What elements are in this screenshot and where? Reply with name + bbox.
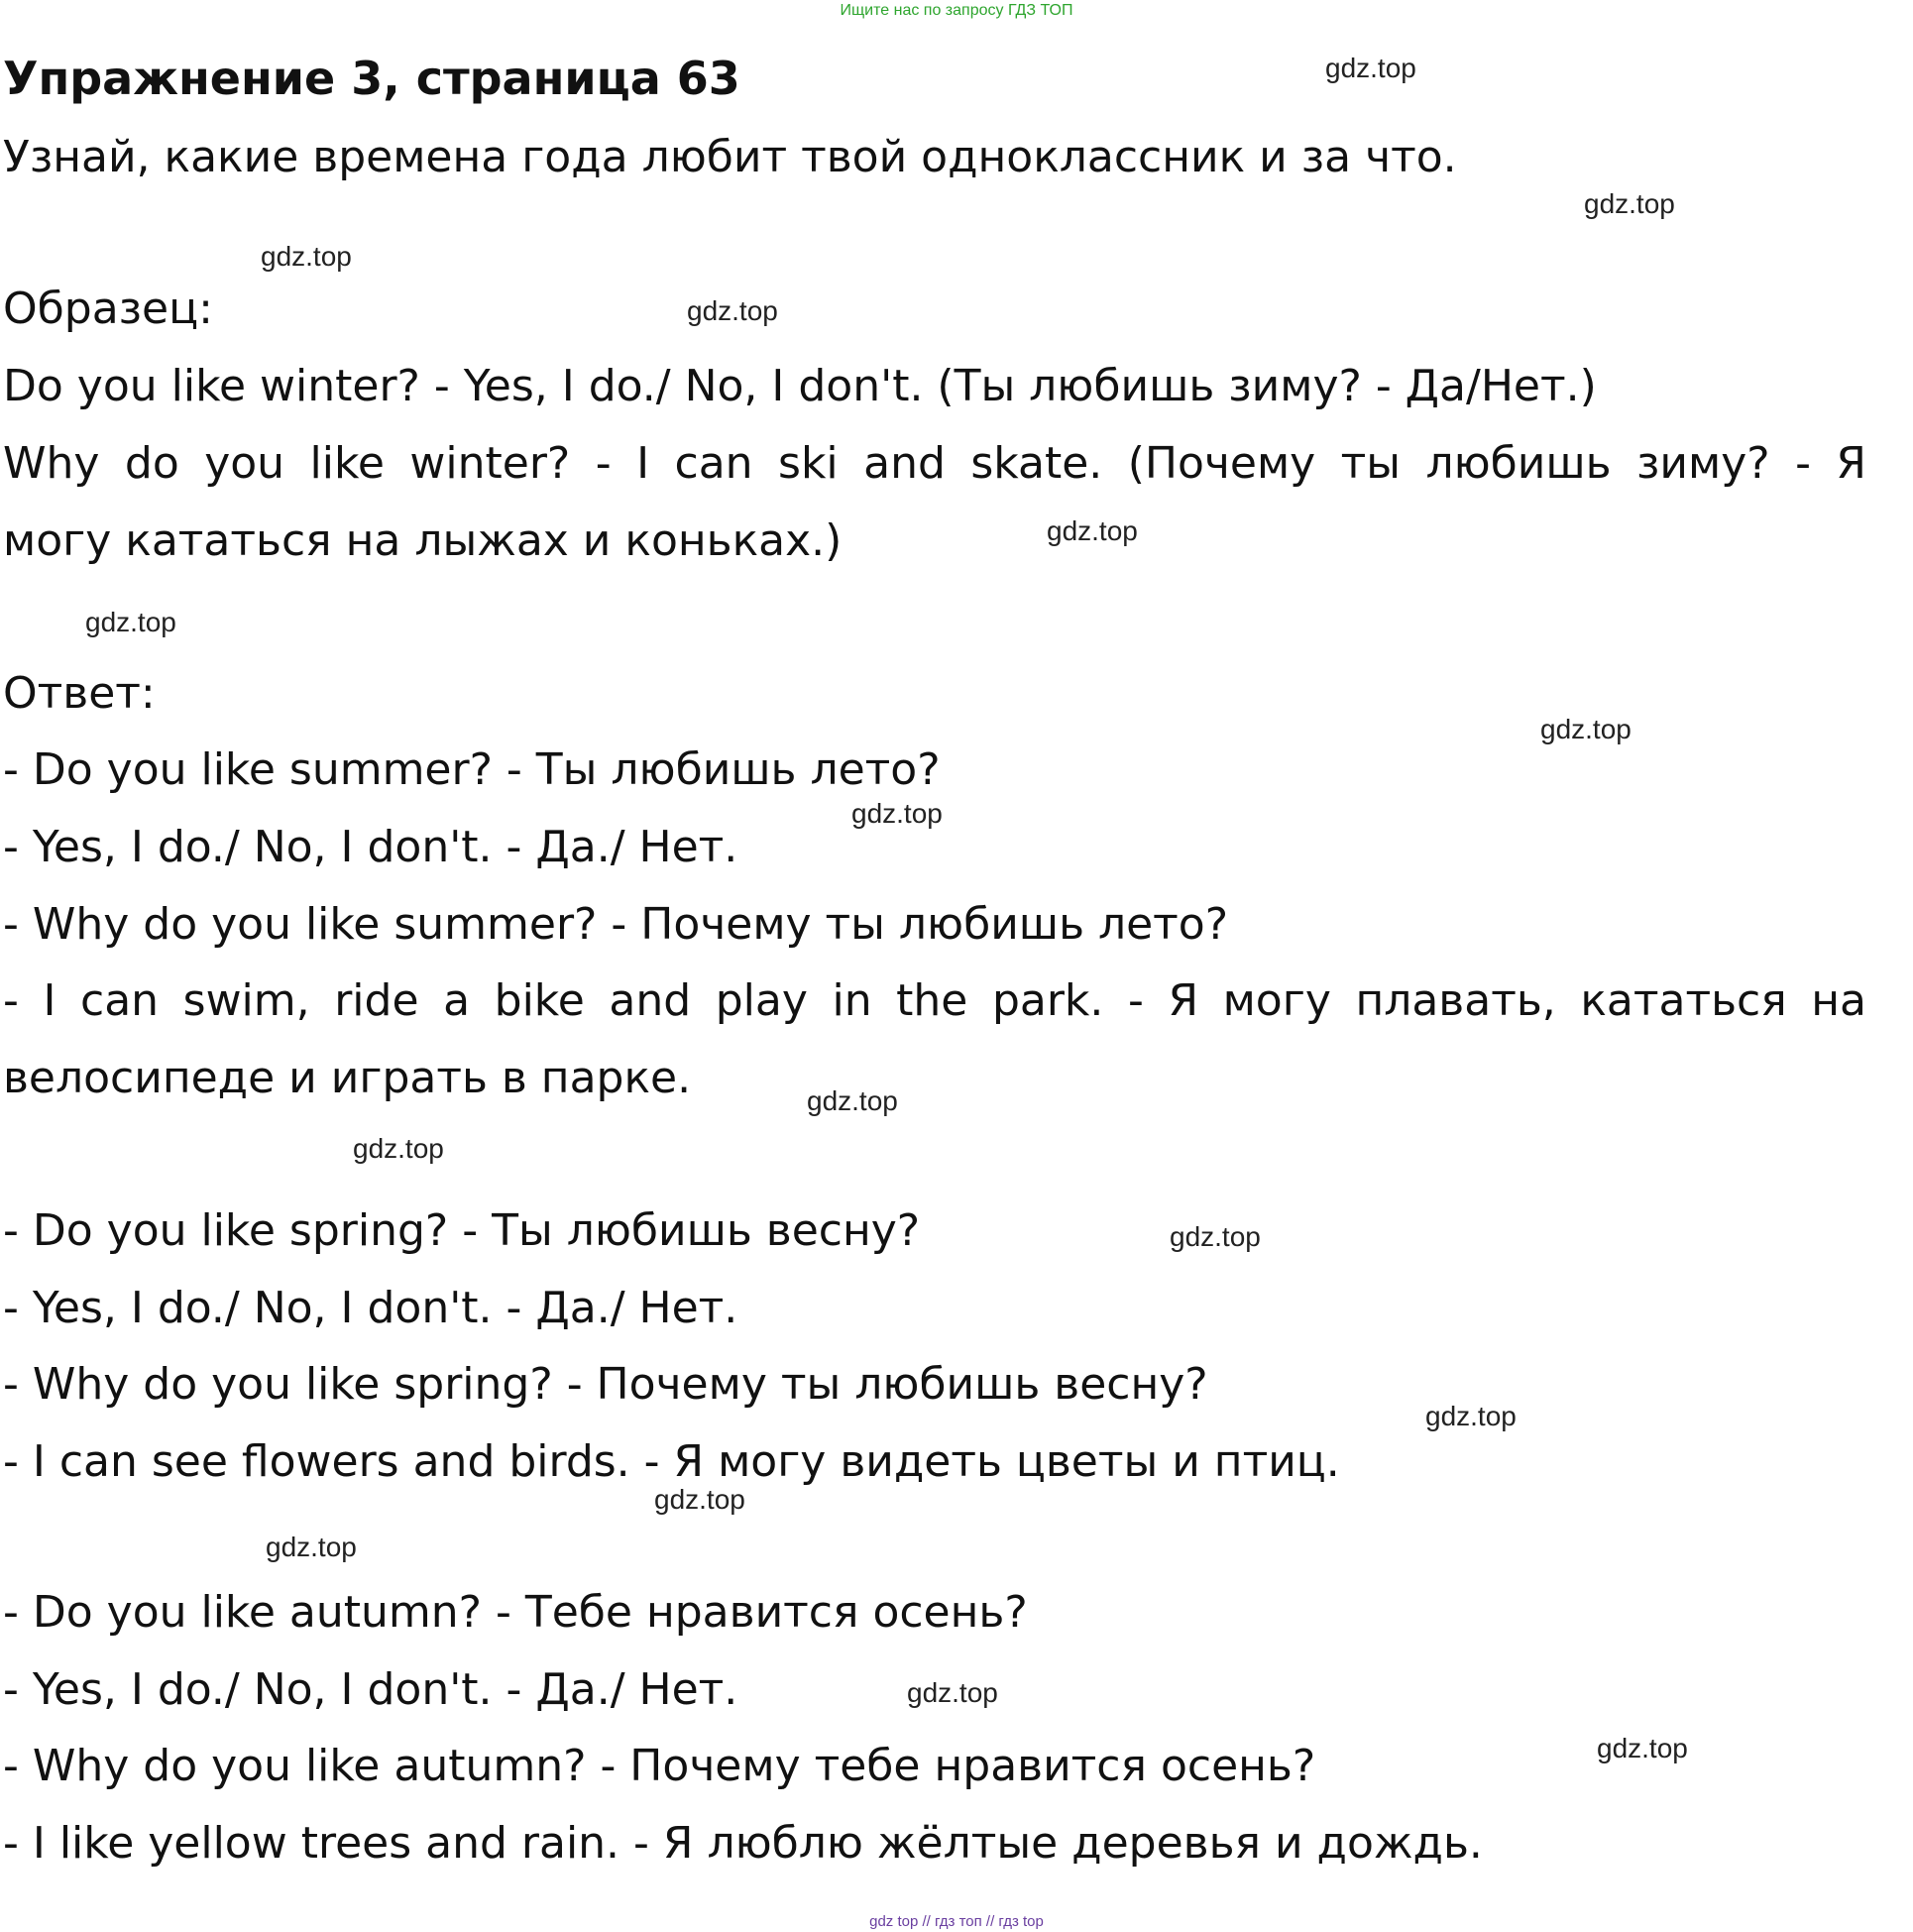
watermark: gdz.top <box>654 1484 745 1515</box>
answer-autumn-line-2: - Yes, I do./ No, I don't. - Да./ Нет. <box>3 1664 738 1715</box>
watermark: gdz.top <box>1325 53 1416 83</box>
watermark: gdz.top <box>907 1677 998 1708</box>
watermark: gdz.top <box>353 1133 444 1164</box>
answer-spring-line-3: - Why do you like spring? - Почему ты любишь весну? <box>3 1359 1208 1410</box>
watermark: gdz.top <box>261 241 352 272</box>
answer-summer-line-5: велосипеде и играть в парке. <box>3 1053 692 1103</box>
answer-spring-line-2: - Yes, I do./ No, I don't. - Да./ Нет. <box>3 1283 738 1333</box>
watermark: gdz.top <box>1584 188 1675 219</box>
watermark: gdz.top <box>807 1085 898 1116</box>
watermark: gdz.top <box>1425 1401 1517 1431</box>
watermark: gdz.top <box>851 798 943 829</box>
sample-line-1: Do you like winter? - Yes, I do./ No, I don't. (Ты любишь зиму? - Да/Нет.) <box>3 361 1597 411</box>
watermark: gdz.top <box>1597 1733 1688 1763</box>
top-banner: Ищите нас по запросу ГДЗ ТОП <box>840 2 1073 19</box>
sample-line-2b: могу кататься на лыжах и коньках.) <box>3 515 843 566</box>
watermark: gdz.top <box>1047 515 1138 546</box>
answer-autumn-line-1: - Do you like autumn? - Тебе нравится осень? <box>3 1587 1028 1638</box>
watermark: gdz.top <box>1170 1221 1261 1252</box>
exercise-title: Упражнение 3, страница 63 <box>3 52 740 105</box>
answer-spring-line-4: - I can see flowers and birds. - Я могу видеть цветы и птиц. <box>3 1436 1340 1487</box>
answer-summer-line-3: - Why do you like summer? - Почему ты любишь лето? <box>3 899 1229 950</box>
answer-summer-line-1: - Do you like summer? - Ты любишь лето? <box>3 744 941 795</box>
answer-spring-line-1: - Do you like spring? - Ты любишь весну? <box>3 1205 921 1256</box>
answer-summer-line-4: - I can swim, ride a bike and play in the park. - Я могу плавать, кататься на <box>3 975 1866 1026</box>
task-text: Узнай, какие времена года любит твой одноклассник и за что. <box>3 132 1457 182</box>
watermark: gdz.top <box>266 1532 357 1562</box>
answer-label: Ответ: <box>3 668 156 719</box>
watermark: gdz.top <box>85 607 176 637</box>
sample-label: Образец: <box>3 284 213 334</box>
answer-autumn-line-3: - Why do you like autumn? - Почему тебе нравится осень? <box>3 1741 1316 1791</box>
footer-links: gdz top // гдз топ // гдз top <box>869 1913 1044 1930</box>
answer-autumn-line-4: - I like yellow trees and rain. - Я люблю жёлтые деревья и дождь. <box>3 1818 1483 1869</box>
sample-line-2a: Why do you like winter? - I can ski and skate. (Почему ты любишь зиму? - Я <box>3 438 1866 489</box>
watermark: gdz.top <box>687 295 778 326</box>
watermark: gdz.top <box>1540 714 1632 744</box>
answer-summer-line-2: - Yes, I do./ No, I don't. - Да./ Нет. <box>3 822 738 872</box>
